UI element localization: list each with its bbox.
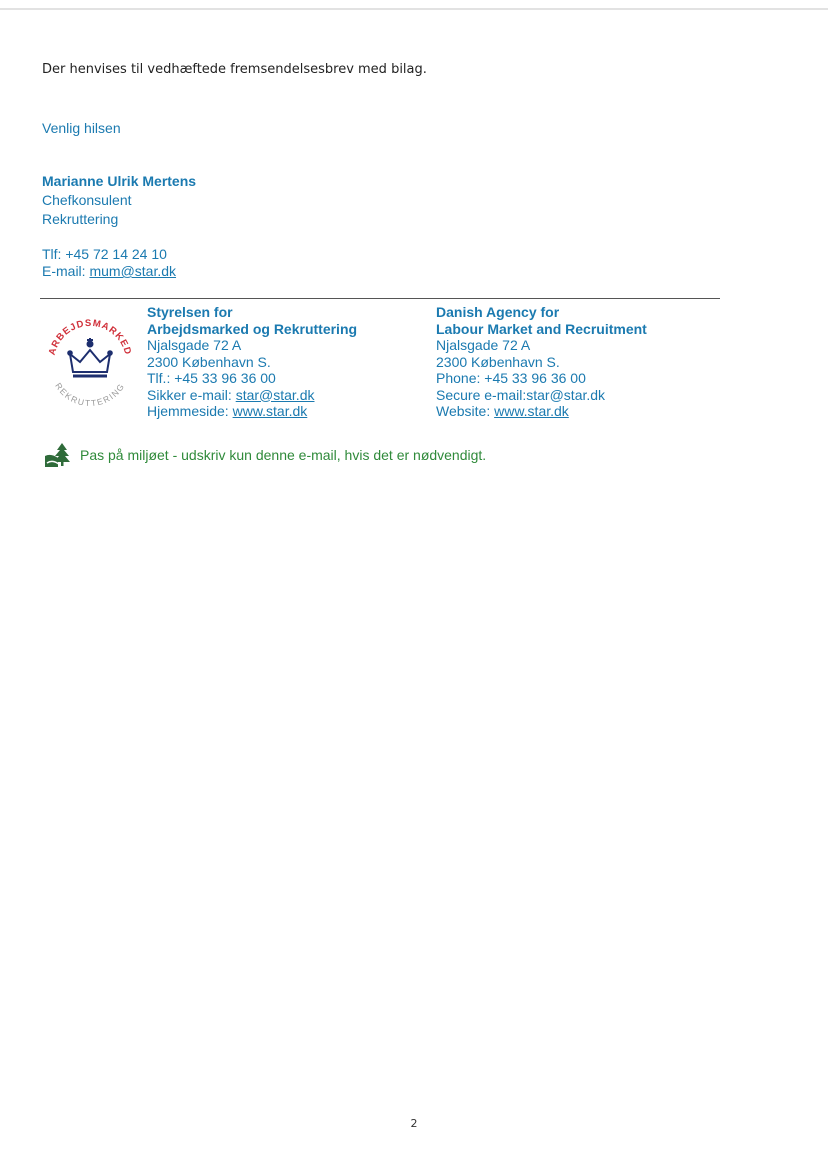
tree-icon [44, 442, 74, 468]
agency-da-street: Njalsgade 72 A [147, 337, 242, 353]
agency-en-website-link[interactable]: www.star.dk [494, 403, 569, 419]
agency-address-danish [147, 304, 357, 420]
signature-name: Marianne Ulrik Mertens [42, 173, 197, 189]
signature-email-line [42, 263, 176, 280]
signature-block [42, 172, 196, 229]
agency-da-website-line [147, 403, 357, 420]
agency-da-phone: Tlf.: +45 33 96 36 00 [147, 370, 276, 386]
signature-department: Rekruttering [42, 211, 119, 227]
agency-en-name-2: Labour Market and Recruitment [436, 320, 647, 337]
svg-text:ARBEJDSMARKED: ARBEJDSMARKED [46, 317, 134, 357]
greeting: Venlig hilsen [42, 120, 121, 136]
agency-en-name-1: Danish Agency for [436, 304, 560, 320]
svg-text:REKRUTTERING: REKRUTTERING [53, 380, 127, 409]
agency-da-name-1: Styrelsen for [147, 304, 233, 320]
signature-email-link[interactable]: mum@star.dk [89, 263, 177, 279]
scan-top-edge [0, 8, 828, 10]
signature-phone: Tlf: +45 72 14 24 10 [42, 246, 167, 262]
agency-en-city: 2300 København S. [436, 353, 560, 370]
email-label: E-mail: [42, 263, 90, 279]
agency-da-website-link[interactable]: www.star.dk [232, 403, 308, 419]
agency-da-name-2: Arbejdsmarked og Rekruttering [147, 320, 358, 337]
agency-da-website-label: Hjemmeside: [147, 403, 233, 419]
eco-note-text: Pas på miljøet - udskriv kun denne e-mail, hvis det er nødvendigt. [80, 447, 487, 463]
contact-block [42, 246, 176, 280]
agency-da-email-label: Sikker e-mail: [147, 386, 236, 403]
agency-address-english [436, 304, 647, 420]
agency-da-city: 2300 København S. [147, 353, 271, 370]
agency-en-website-line [436, 403, 647, 420]
intro-text: Der henvises til vedhæftede fremsendelsesbrev med bilag. [42, 62, 427, 77]
agency-en-secure-email: Secure e-mail:star@star.dk [436, 386, 606, 403]
agency-logo [40, 310, 140, 410]
signature-title: Chefkonsulent [42, 192, 132, 208]
eco-note [44, 442, 486, 468]
page-number: 2 [410, 1117, 418, 1130]
agency-da-email-line [147, 387, 357, 404]
crown-icon [40, 310, 140, 410]
agency-da-email-link[interactable]: star@star.dk [235, 386, 315, 403]
agency-en-phone: Phone: +45 33 96 36 00 [436, 370, 586, 386]
signature-divider [40, 298, 720, 299]
agency-en-website-label: Website: [436, 403, 495, 419]
agency-en-street: Njalsgade 72 A [436, 337, 531, 353]
